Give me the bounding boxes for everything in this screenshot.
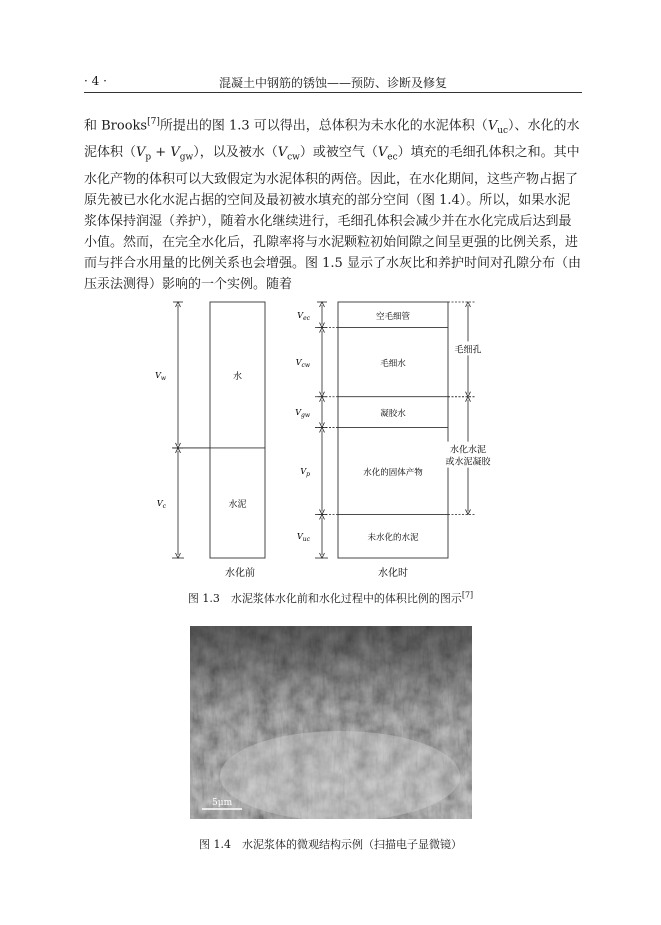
text-run: ），以及被水（	[193, 144, 278, 160]
after-dim-label: $V_p$	[300, 466, 310, 478]
after-segment-label: 水化的固体产物	[363, 467, 423, 478]
after-dim-label: $V_{cw}$	[295, 358, 310, 370]
after-dim-label: $V_{gw}$	[295, 408, 310, 420]
after-box	[338, 302, 448, 558]
before-column	[155, 302, 265, 558]
figure-1-3	[150, 296, 520, 586]
citation: [7]	[461, 590, 474, 600]
running-title: 混凝土中钢筋的锈蚀——预防、诊断及修复	[218, 76, 447, 90]
figure-1-3-caption	[0, 590, 661, 606]
symbol-sub: cw	[287, 152, 300, 163]
paragraph	[84, 112, 582, 295]
sem-micrograph	[190, 626, 472, 819]
symbol-sub: ec	[387, 152, 398, 163]
before-dim-label: $V_w$	[155, 370, 166, 382]
before-segment-label: 水	[232, 371, 243, 382]
after-title: 水化时	[378, 568, 408, 579]
symbol-sub: gw	[179, 152, 194, 163]
running-header	[84, 68, 582, 93]
scale-bar-label: 5μm	[212, 798, 233, 808]
symbol: V	[277, 144, 288, 160]
symbol-sub: uc	[497, 125, 509, 136]
text-run: 和 Brooks	[84, 118, 148, 134]
after-segment-label: 凝胶水	[380, 409, 406, 420]
before-box	[210, 302, 265, 558]
symbol-sub: p	[145, 152, 152, 163]
text-run: ）、水化的水泥体积（	[84, 118, 580, 160]
symbol: V	[136, 144, 146, 160]
symbol: V	[377, 144, 388, 160]
before-segment-label: 水泥	[228, 499, 247, 510]
citation: [7]	[147, 117, 160, 127]
group-label-capillary: 毛细孔	[454, 345, 482, 356]
text-run: ）填充的毛细孔体积之和。其中水化产物的体积可以大致假定为水泥体积的两倍。因此，在水化期间，这些产物占据了原先被已水化水泥占据的空间及最初被水填充的部分空间（图 1.4）。所以，如果水泥浆体保持润湿（养护），随着水化继续进行，毛细孔体积会减少并在水化完成后达到最小值。然而，在完全水化后，孔隙率将与水泥颗粒初始间隙之间呈更强的比例关系，进而与拌合水用量的比例关系也会增强。图 1.5 显示了水灰比和养护时间对孔隙分布（由压汞法测得）影响的一个实例。随着	[84, 144, 581, 292]
after-segment-label: 空毛细管	[375, 311, 411, 322]
symbol: V	[487, 118, 498, 134]
after-dim-label: $V_{uc}$	[296, 532, 310, 544]
text-run: ）或被空气（	[299, 144, 378, 160]
before-dim-label: $V_c$	[156, 498, 166, 510]
volume-diagram	[150, 296, 520, 586]
group-label-hydrated-2: 或水泥凝胶	[445, 457, 491, 468]
body-text	[84, 112, 582, 295]
after-column	[295, 302, 494, 558]
before-title: 水化前	[225, 568, 255, 579]
text-run: 所提出的图 1.3 可以得出，总体积为未水化的水泥体积（	[159, 118, 488, 134]
after-segment-label: 毛细水	[380, 359, 406, 370]
after-dim-label: $V_{ec}$	[297, 310, 310, 322]
after-segment-label: 未水化的水泥	[367, 533, 419, 544]
operator: +	[151, 144, 171, 160]
figure-1-4-caption: 图 1.4 水泥浆体的微观结构示例（扫描电子显微镜）	[199, 838, 462, 851]
page-number: · 4 ·	[84, 74, 107, 88]
symbol: V	[170, 144, 180, 160]
group-label-hydrated-1: 水化水泥	[449, 445, 487, 456]
caption-text: 图 1.3 水泥浆体水化前和水化过程中的体积比例的图示	[187, 592, 462, 605]
